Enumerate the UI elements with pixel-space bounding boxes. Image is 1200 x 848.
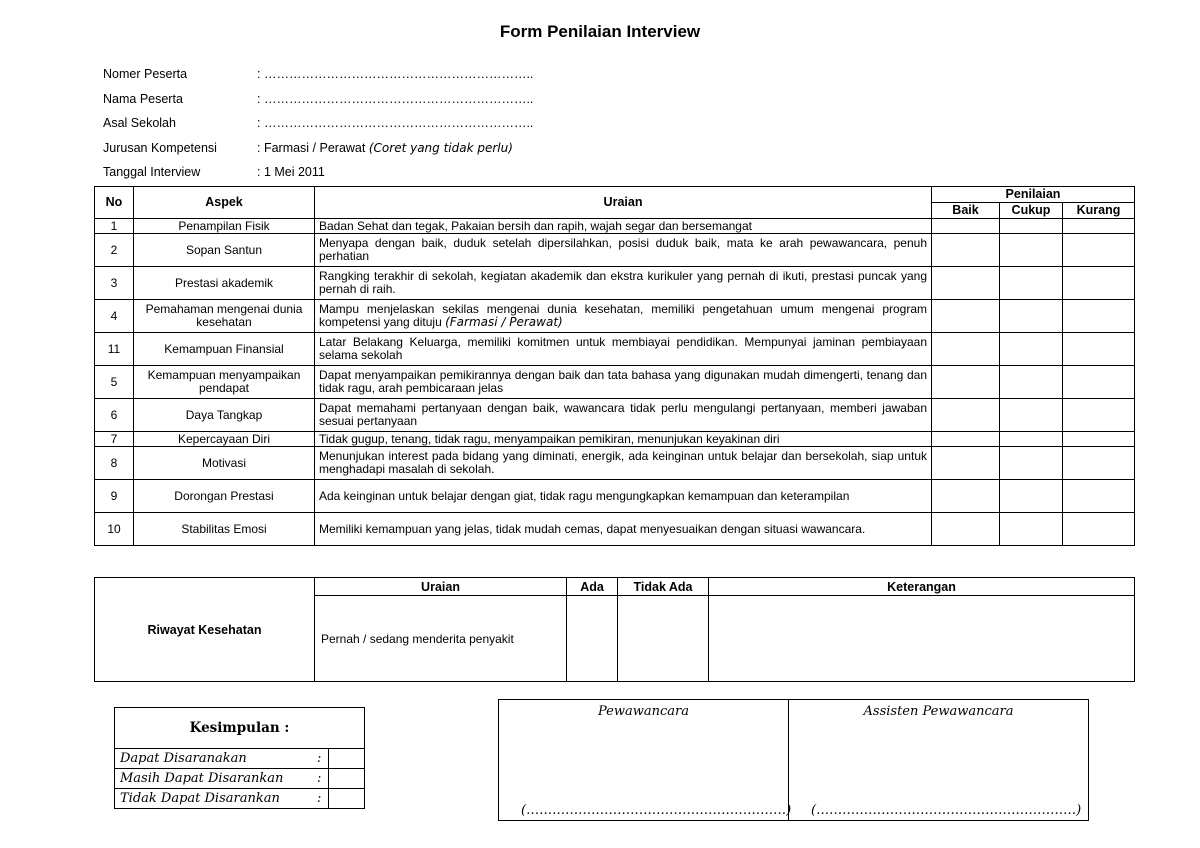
score-kurang-cell[interactable] xyxy=(1063,432,1135,447)
kesimpulan-option: Masih Dapat Disarankan xyxy=(115,769,311,789)
score-baik-cell[interactable] xyxy=(932,366,1000,399)
table-row xyxy=(95,513,1135,546)
score-baik-cell[interactable] xyxy=(932,513,1000,546)
score-cukup-cell[interactable] xyxy=(1000,234,1063,267)
health-label: Riwayat Kesehatan xyxy=(95,578,315,682)
row-aspek: Stabilitas Emosi xyxy=(134,513,315,546)
participant-info xyxy=(103,62,533,185)
uraian-text: Menunjukan interest pada bidang yang diminati, energik, ada keinginan untuk belajar dan bersekolah, siap untuk menghadapi masalah di sekolah. xyxy=(319,449,927,476)
uraian-text: Dapat menyampaikan pemikirannya dengan baik dan tata bahasa yang digunakan mudah dimengerti, tenang dan tidak ragu, arah pembicaraan jelas xyxy=(319,368,927,395)
jurusan-label: Jurusan Kompetensi xyxy=(103,140,217,155)
row-aspek: Kemampuan menyampaikan pendapat xyxy=(134,366,315,399)
score-kurang-cell[interactable] xyxy=(1063,447,1135,480)
assessment-rows xyxy=(95,219,1135,546)
info-row-jurusan xyxy=(103,136,533,161)
score-kurang-cell[interactable] xyxy=(1063,219,1135,234)
row-number: 5 xyxy=(95,366,134,399)
score-baik-cell[interactable] xyxy=(932,399,1000,432)
kesimpulan-checkbox[interactable] xyxy=(329,789,365,809)
uraian-text: Badan Sehat dan tegak, Pakaian bersih dan rapih, wajah segar dan bersemangat xyxy=(319,218,752,233)
asal-label: Asal Sekolah xyxy=(103,116,176,131)
kesimpulan-checkbox[interactable] xyxy=(329,769,365,789)
page-title: Form Penilaian Interview xyxy=(499,22,701,41)
table-row xyxy=(95,366,1135,399)
score-baik-cell[interactable] xyxy=(932,333,1000,366)
table-row xyxy=(95,480,1135,513)
row-number: 11 xyxy=(95,333,134,366)
kesimpulan-colon: : xyxy=(311,749,329,769)
uraian-text: Mampu menjelaskan sekilas mengenai dunia kesehatan, memiliki pengetahuan umum mengenai program kompetensi yang dituju xyxy=(319,302,927,329)
row-number: 2 xyxy=(95,234,134,267)
score-cukup-cell[interactable] xyxy=(1000,366,1063,399)
header-uraian: Uraian xyxy=(315,187,932,219)
header-aspek: Aspek xyxy=(134,187,315,219)
kesimpulan-colon: : xyxy=(311,769,329,789)
pewawancara-signature-line: (……………………………………………………) xyxy=(521,803,792,818)
row-number: 10 xyxy=(95,513,134,546)
table-row xyxy=(95,234,1135,267)
score-kurang-cell[interactable] xyxy=(1063,300,1135,333)
assisten-signature-line: (……………………………………………………) xyxy=(811,803,1082,818)
header-cukup: Cukup xyxy=(1000,203,1063,219)
signature-assisten[interactable] xyxy=(789,700,1089,821)
score-baik-cell[interactable] xyxy=(932,234,1000,267)
row-uraian xyxy=(315,267,932,300)
row-number: 7 xyxy=(95,432,134,447)
score-cukup-cell[interactable] xyxy=(1000,219,1063,234)
uraian-text: Ada keinginan untuk belajar dengan giat, tidak ragu mengungkapkan kemampuan dan keterampilan xyxy=(319,488,850,503)
asal-field[interactable]: : ……………………………………………………….. xyxy=(257,116,534,131)
row-number: 1 xyxy=(95,219,134,234)
health-keterangan-cell[interactable] xyxy=(709,596,1135,682)
score-kurang-cell[interactable] xyxy=(1063,366,1135,399)
table-row xyxy=(95,399,1135,432)
health-header-keterangan: Keterangan xyxy=(709,578,1135,596)
kesimpulan-checkbox[interactable] xyxy=(329,749,365,769)
table-row xyxy=(95,219,1135,234)
score-baik-cell[interactable] xyxy=(932,267,1000,300)
uraian-text: Latar Belakang Keluarga, memiliki komitmen untuk membiayai pendidikan. Mempunyai jaminan pembiayaan selama sekolah xyxy=(319,335,927,362)
score-cukup-cell[interactable] xyxy=(1000,513,1063,546)
row-aspek: Dorongan Prestasi xyxy=(134,480,315,513)
score-cukup-cell[interactable] xyxy=(1000,432,1063,447)
uraian-emphasis: (Farmasi / Perawat) xyxy=(445,315,563,329)
uraian-text: Menyapa dengan baik, duduk setelah dipersilahkan, posisi duduk baik, mata ke arah pewawancara, penuh perhatian xyxy=(319,236,927,263)
row-number: 9 xyxy=(95,480,134,513)
header-penilaian: Penilaian xyxy=(932,187,1135,203)
health-header-tidak-ada: Tidak Ada xyxy=(618,578,709,596)
header-baik: Baik xyxy=(932,203,1000,219)
health-history-table xyxy=(94,577,1135,682)
row-number: 8 xyxy=(95,447,134,480)
row-aspek: Kepercayaan Diri xyxy=(134,432,315,447)
info-row-asal xyxy=(103,111,533,136)
row-aspek: Daya Tangkap xyxy=(134,399,315,432)
tanggal-value: : 1 Mei 2011 xyxy=(257,165,325,180)
jurusan-note: (Coret yang tidak perlu) xyxy=(368,140,513,155)
row-uraian xyxy=(315,234,932,267)
score-cukup-cell[interactable] xyxy=(1000,300,1063,333)
assisten-label: Assisten Pewawancara xyxy=(863,704,1014,719)
score-baik-cell[interactable] xyxy=(932,300,1000,333)
score-kurang-cell[interactable] xyxy=(1063,513,1135,546)
health-tidak-ada-cell[interactable] xyxy=(618,596,709,682)
table-row xyxy=(95,432,1135,447)
score-kurang-cell[interactable] xyxy=(1063,399,1135,432)
kesimpulan-title: Kesimpulan : xyxy=(115,708,365,749)
row-uraian xyxy=(315,513,932,546)
header-kurang: Kurang xyxy=(1063,203,1135,219)
score-kurang-cell[interactable] xyxy=(1063,480,1135,513)
uraian-text: Memiliki kemampuan yang jelas, tidak mudah cemas, dapat menyesuaikan dengan situasi wawancara. xyxy=(319,521,866,536)
score-kurang-cell[interactable] xyxy=(1063,333,1135,366)
table-row xyxy=(95,333,1135,366)
row-uraian xyxy=(315,399,932,432)
jurusan-value[interactable]: : Farmasi / Perawat xyxy=(257,140,366,155)
row-uraian xyxy=(315,447,932,480)
signature-box xyxy=(498,699,1089,821)
uraian-text: Rangking terakhir di sekolah, kegiatan akademik dan ekstra kurikuler yang pernah di ikuti, prestasi puncak yang pernah di raih. xyxy=(319,269,927,296)
pewawancara-label: Pewawancara xyxy=(598,704,689,719)
row-number: 4 xyxy=(95,300,134,333)
table-row xyxy=(95,267,1135,300)
nomer-label: Nomer Peserta xyxy=(103,67,188,82)
row-uraian xyxy=(315,333,932,366)
row-uraian xyxy=(315,432,932,447)
score-cukup-cell[interactable] xyxy=(1000,267,1063,300)
table-row xyxy=(95,447,1135,480)
kesimpulan-box xyxy=(114,707,365,809)
row-uraian xyxy=(315,480,932,513)
kesimpulan-option: Dapat Disaranakan xyxy=(115,749,311,769)
score-cukup-cell[interactable] xyxy=(1000,333,1063,366)
score-kurang-cell[interactable] xyxy=(1063,234,1135,267)
info-row-nama xyxy=(103,87,533,112)
row-number: 6 xyxy=(95,399,134,432)
health-item: Pernah / sedang menderita penyakit xyxy=(315,596,567,682)
assessment-table xyxy=(94,186,1135,546)
kesimpulan-option: Tidak Dapat Disarankan xyxy=(115,789,311,809)
signature-pewawancara[interactable] xyxy=(499,700,792,821)
score-cukup-cell[interactable] xyxy=(1000,480,1063,513)
row-aspek: Penampilan Fisik xyxy=(134,219,315,234)
score-kurang-cell[interactable] xyxy=(1063,267,1135,300)
uraian-text: Tidak gugup, tenang, tidak ragu, menyampaikan pemikiran, menunjukan keyakinan diri xyxy=(319,431,780,446)
health-ada-cell[interactable] xyxy=(567,596,618,682)
nomer-field[interactable]: : ……………………………………………………….. xyxy=(257,67,534,82)
row-number: 3 xyxy=(95,267,134,300)
score-baik-cell[interactable] xyxy=(932,447,1000,480)
score-baik-cell[interactable] xyxy=(932,219,1000,234)
row-aspek: Pemahaman mengenai dunia kesehatan xyxy=(134,300,315,333)
tanggal-label: Tanggal Interview xyxy=(103,165,201,180)
uraian-text: Dapat memahami pertanyaan dengan baik, wawancara tidak perlu mengulangi pertanyaan, memberi jawaban sesuai pertanyaan xyxy=(319,401,927,428)
row-aspek: Sopan Santun xyxy=(134,234,315,267)
row-aspek: Kemampuan Finansial xyxy=(134,333,315,366)
row-aspek: Motivasi xyxy=(134,447,315,480)
row-uraian xyxy=(315,366,932,399)
health-header-uraian: Uraian xyxy=(315,578,567,596)
info-row-tanggal xyxy=(103,160,533,185)
score-baik-cell[interactable] xyxy=(932,432,1000,447)
row-uraian xyxy=(315,300,932,333)
table-row xyxy=(95,300,1135,333)
nama-field[interactable]: : ……………………………………………………….. xyxy=(257,91,534,106)
score-baik-cell[interactable] xyxy=(932,480,1000,513)
score-cukup-cell[interactable] xyxy=(1000,399,1063,432)
kesimpulan-colon: : xyxy=(311,789,329,809)
row-uraian xyxy=(315,219,932,234)
health-header-ada: Ada xyxy=(567,578,618,596)
info-row-nomer xyxy=(103,62,533,87)
row-aspek: Prestasi akademik xyxy=(134,267,315,300)
header-no: No xyxy=(95,187,134,219)
nama-label: Nama Peserta xyxy=(103,91,183,106)
score-cukup-cell[interactable] xyxy=(1000,447,1063,480)
